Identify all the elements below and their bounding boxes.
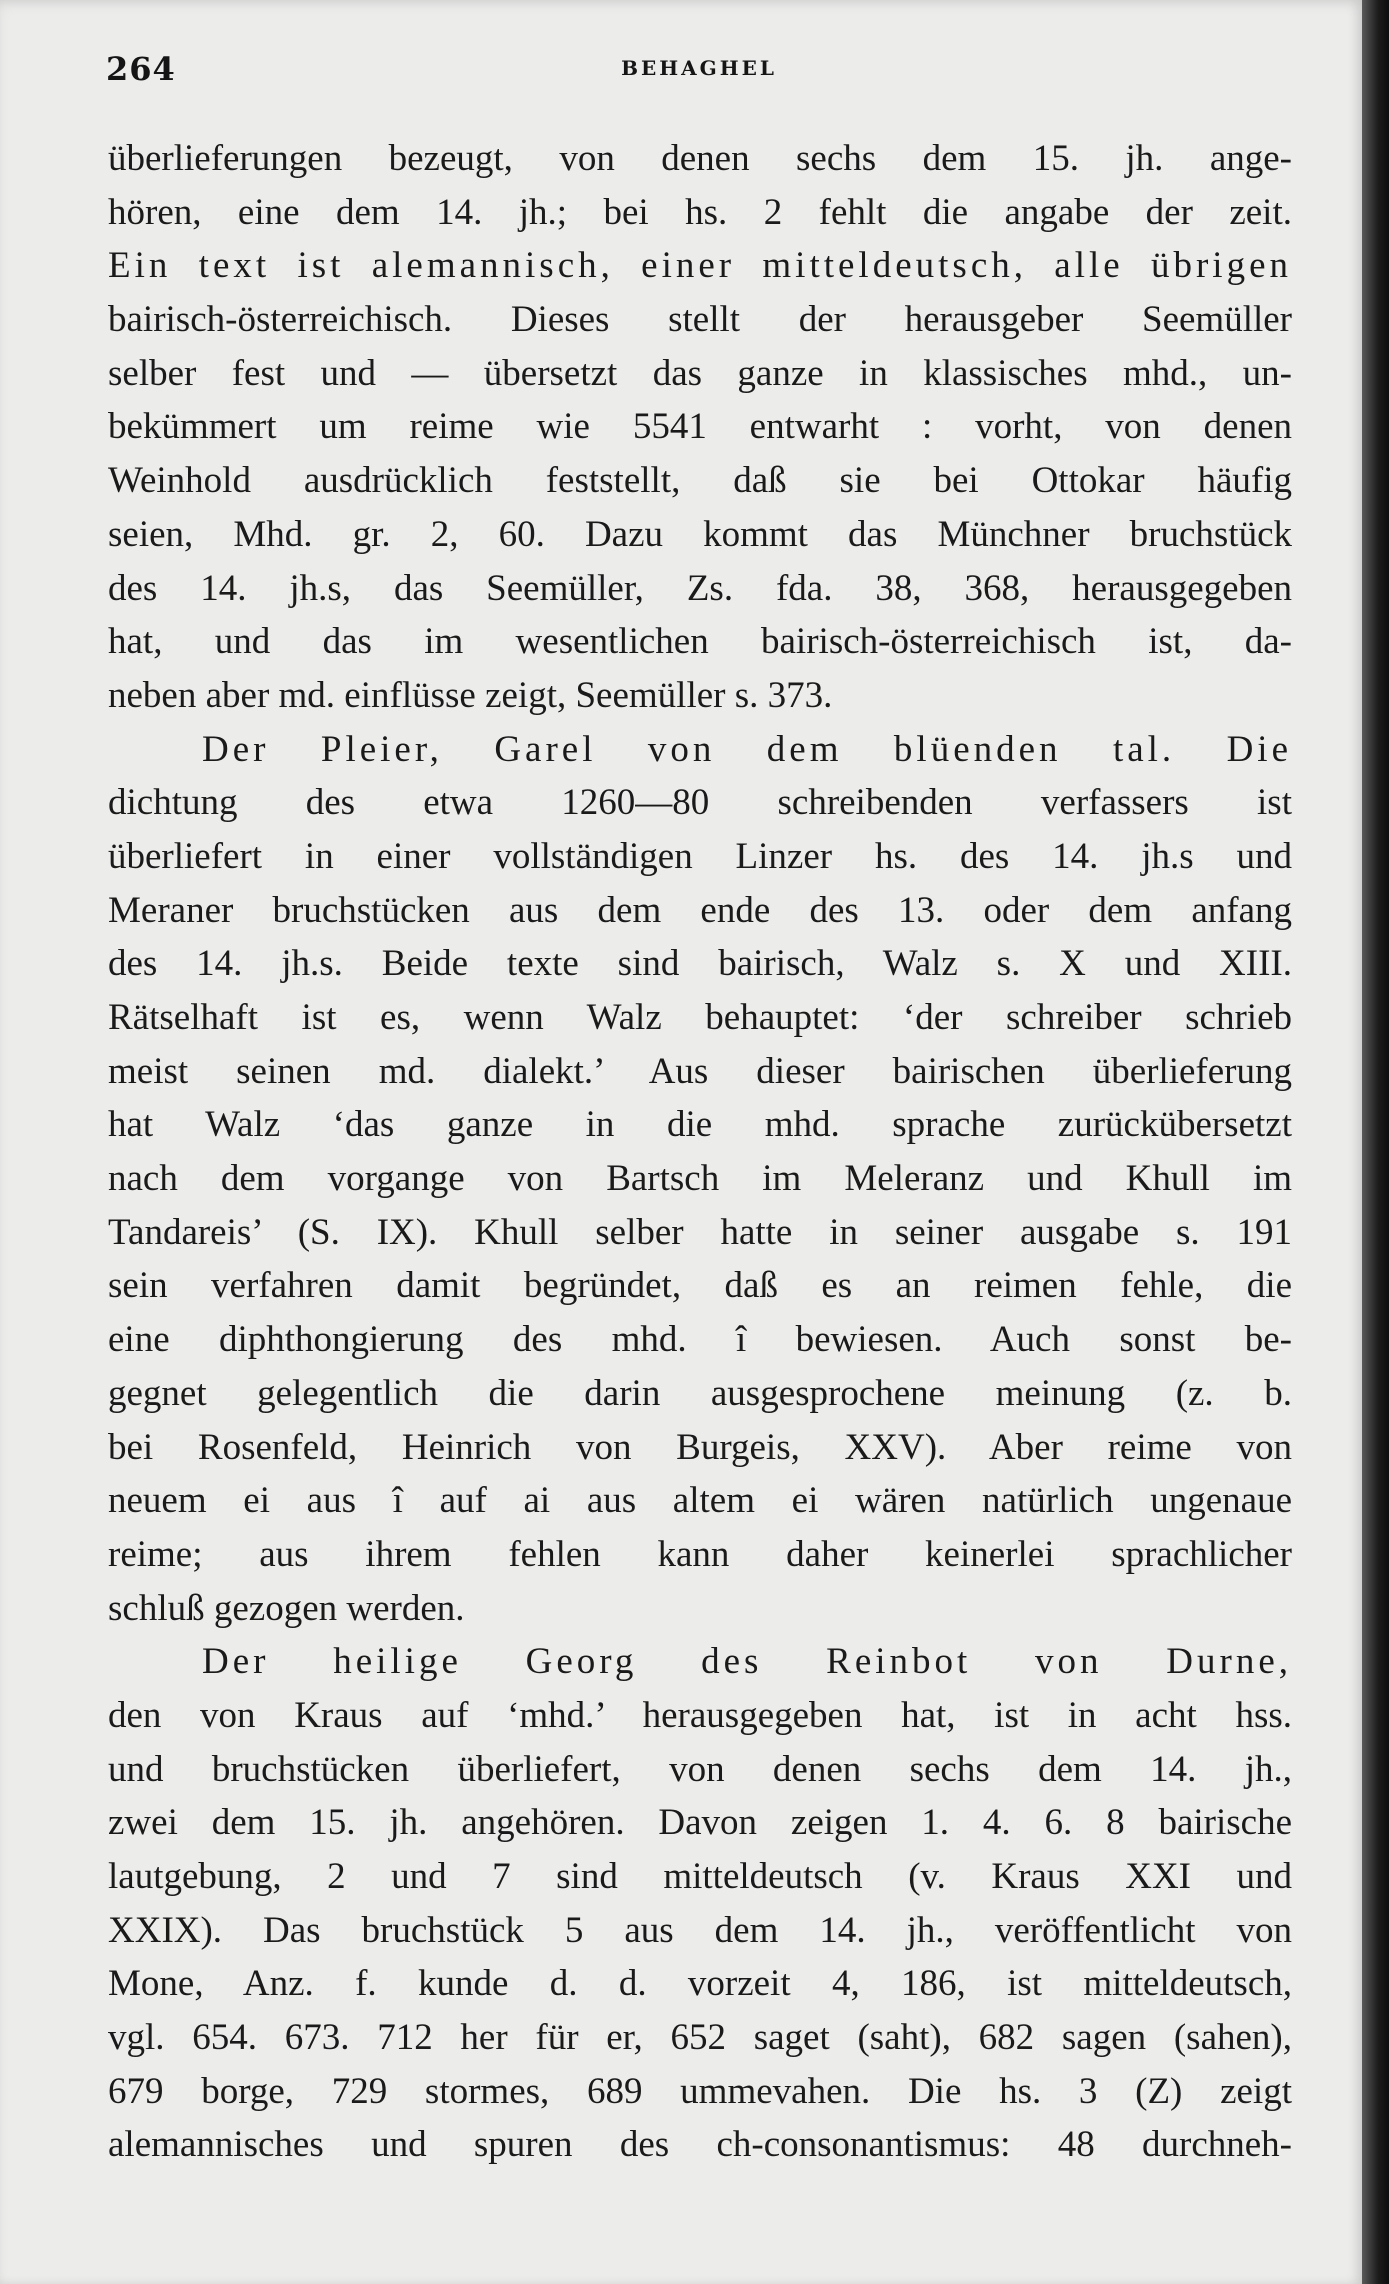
text-line: Meraner bruchstücken aus dem ende des 13. oder dem anfang: [108, 889, 1292, 931]
text-line: sein verfahren damit begründet, daß es an reimen fehle, die: [108, 1265, 1292, 1307]
text-line: überliefert in einer vollständigen Linzer hs. des 14. jh.s und: [108, 835, 1292, 877]
text-line: gegnet gelegentlich die darin ausgesprochene meinung (z. b.: [108, 1372, 1292, 1414]
text-line: bekümmert um reime wie 5541 entwarht : vorht, von denen: [108, 406, 1292, 448]
text-line: bei Rosenfeld, Heinrich von Burgeis, XXV). Aber reime von: [108, 1426, 1292, 1468]
text-line: Der heilige Georg des Reinbot von Durne,: [202, 1641, 1292, 1683]
text-line: meist seinen md. dialekt.’ Aus dieser bairischen überlieferung: [108, 1050, 1292, 1092]
text-line: und bruchstücken überliefert, von denen sechs dem 14. jh.,: [108, 1748, 1292, 1790]
text-line: des 14. jh.s. Beide texte sind bairisch, Walz s. X und XIII.: [108, 943, 1292, 985]
text-line: Ein text ist alemannisch, einer mitteldeutsch, alle übrigen: [108, 245, 1292, 287]
text-line: hat Walz ‘das ganze in die mhd. sprache zurückübersetzt: [108, 1104, 1292, 1146]
text-line: schluß gezogen werden.: [108, 1587, 465, 1629]
text-line: überlieferungen bezeugt, von denen sechs dem 15. jh. ange-: [108, 138, 1292, 179]
text-line: bairisch-österreichisch. Dieses stellt der herausgeber Seemüller: [108, 299, 1292, 341]
body-text: [108, 132, 1292, 2172]
text-line: Weinhold ausdrücklich feststellt, daß sie bei Ottokar häufig: [108, 460, 1292, 502]
text-line: Der Pleier, Garel von dem blüenden tal. Die: [202, 728, 1292, 770]
text-line: Rätselhaft ist es, wenn Walz behauptet: ‘der schreiber schrieb: [108, 997, 1292, 1038]
text-line: lautgebung, 2 und 7 sind mitteldeutsch (v. Kraus XXI und: [108, 1856, 1292, 1897]
text-line: 679 borge, 729 stormes, 689 ummevahen. Die hs. 3 (Z) zeigt: [108, 2070, 1292, 2112]
text-line: alemannisches und spuren des ch-consonantismus: 48 durchneh-: [108, 2124, 1292, 2166]
page-number: 264: [106, 50, 176, 88]
text-line: eine diphthongierung des mhd. î bewiesen. Auch sonst be-: [108, 1319, 1292, 1361]
text-line: vgl. 654. 673. 712 her für er, 652 saget (saht), 682 sagen (sahen),: [108, 2017, 1292, 2059]
text-line: neuem ei aus î auf ai aus altem ei wären natürlich ungenaue: [108, 1480, 1292, 1522]
text-line: nach dem vorgange von Bartsch im Meleranz und Khull im: [108, 1158, 1292, 1200]
text-line: hören, eine dem 14. jh.; bei hs. 2 fehlt die angabe der zeit.: [108, 191, 1292, 233]
text-line: hat, und das im wesentlichen bairisch-österreichisch ist, da-: [108, 621, 1292, 663]
page-header: [106, 50, 1292, 90]
text-line: den von Kraus auf ‘mhd.’ herausgegeben hat, ist in acht hss.: [108, 1694, 1292, 1736]
text-line: Tandareis’ (S. IX). Khull selber hatte in seiner ausgabe s. 191: [108, 1211, 1292, 1253]
text-line: seien, Mhd. gr. 2, 60. Dazu kommt das Münchner bruchstück: [108, 513, 1292, 555]
text-line: reime; aus ihrem fehlen kann daher keinerlei sprachlicher: [108, 1533, 1292, 1575]
text-line: neben aber md. einflüsse zeigt, Seemüller s. 373.: [108, 674, 833, 716]
page-edge-shadow: [1362, 0, 1389, 2284]
text-line: Mone, Anz. f. kunde d. d. vorzeit 4, 186, ist mitteldeutsch,: [108, 1963, 1292, 2005]
text-line: selber fest und — übersetzt das ganze in klassisches mhd., un-: [108, 352, 1292, 394]
text-line: dichtung des etwa 1260—80 schreibenden verfassers ist: [108, 782, 1292, 824]
text-line: des 14. jh.s, das Seemüller, Zs. fda. 38, 368, herausgegeben: [108, 567, 1292, 609]
text-line: XXIX). Das bruchstück 5 aus dem 14. jh., veröffentlicht von: [108, 1909, 1292, 1951]
text-line: zwei dem 15. jh. angehören. Davon zeigen 1. 4. 6. 8 bairische: [108, 1802, 1292, 1844]
running-title: BEHAGHEL: [621, 56, 777, 80]
